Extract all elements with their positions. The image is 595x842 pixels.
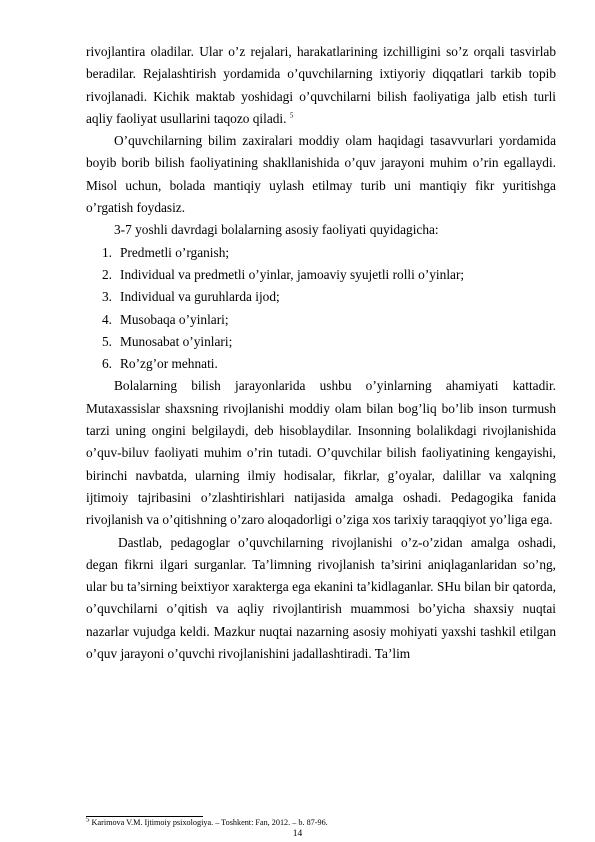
list-item-number: 1.: [102, 244, 113, 260]
list-item: [86, 286, 556, 308]
paragraph-1: [86, 41, 556, 130]
list-item-text: Musobaqa o’yinlari;: [120, 311, 229, 327]
paragraph-1-text: rivojlantira oladilar. Ular o’z rejalari, harakatlarining izchilligini so’z orqali tasvirlab beradilar. Rejalashtirish yordamida o’quvchilarning ixtiyoriy diqqatlari tarkib topib rivojlanadi. Kichik maktab yoshidagi o’quvchilarni bilish faoliyatiga jalb etish turli aqliy faoliyat usullarini taqozo qiladi.: [86, 44, 556, 126]
footnote-reference: 5: [289, 111, 294, 120]
list-item-text: Individual va predmetli o’yinlar, jamoaviy syujetli rolli o’yinlar;: [120, 266, 465, 282]
list-item-text: Munosabat o’yinlari;: [120, 333, 233, 349]
list-item: [86, 309, 556, 331]
footnote-text: Karimova V.M. Ijtimoiy psixologiya. – Toshkent: Fan, 2012. – b. 87-96.: [89, 818, 328, 827]
page-number: 14: [292, 829, 303, 839]
list-item-number: 2.: [102, 266, 113, 282]
list-item-number: 3.: [102, 289, 113, 305]
paragraph-3: Bolalarning bilish jarayonlarida ushbu o’yinlarning ahamiyati kattadir. Mutaxassislar shaxsning rivojlanishi moddiy olam bilan bog’liq bo’lib inson turmush tarzi uning ongini belgilaydi, deb hisoblaydilar. Insonning bolalikdagi rivojlanishida o’quv-biluv faoliyati muhim o’rin tutadi. O’quvchilar bilish faoliyatining kengayishi, birinchi navbatda, ularning ilmiy hodisalar, fikrlar, g’oyalar, dalillar va xalqning ijtimoiy tajribasini o’zlashtirishlari natijasida amalga oshadi. Pedagogika fanida rivojlanish va o’qitishning o’zaro aloqadorligi o’ziga xos tarixiy taraqqiyot yo’liga ega.: [86, 378, 556, 528]
list-item-text: Individual va guruhlarda ijod;: [120, 289, 280, 305]
list-item-number: 4.: [102, 311, 113, 327]
activity-list: [86, 242, 556, 376]
paragraph-4: Dastlab, pedagoglar o’quvchilarning rivojlanishi o’z-o’zidan amalga oshadi, degan fikrni ilgari surganlar. Ta’limning rivojlanish ta’sirini aniqlaganlaridan so’ng, ular bu ta’sirning beixtiyor xarakterga ega ekanini ta’kidlaganlar. SHu bilan bir qatorda, o’quvchilarni o’qitish va aqliy rivojlantirish muammosi bo’yicha shaxsiy nuqtai nazarlar vujudga keldi. Mazkur nuqtai nazarning asosiy mohiyati yaxshi tashkil etilgan o’quv jarayoni o’quvchi rivojlanishini jadallashtiradi. Ta’lim: [86, 534, 556, 662]
footnote: [86, 815, 328, 828]
list-item: [86, 264, 556, 286]
footnote-number: 5: [86, 815, 90, 824]
list-item: [86, 353, 556, 375]
list-item-text: Predmetli o’rganish;: [120, 244, 230, 260]
paragraph-2: O’quvchilarning bilim zaxiralari moddiy olam haqidagi tasavvurlari yordamida boyib borib bilish faoliyatining shakllanishida o’quv jarayoni muhim o’rin egallaydi. Misol uchun, bolada mantiqiy uylash etilmay turib uni mantiqiy fikr yuritishga o’rgatish foydasiz.: [86, 133, 556, 216]
list-item-number: 6.: [102, 356, 113, 372]
footnote-divider: [86, 816, 203, 817]
list-item-number: 5.: [102, 333, 113, 349]
list-item: [86, 242, 556, 264]
list-item: [86, 331, 556, 353]
body-text: [86, 41, 556, 665]
list-item-text: Ro’zg’or mehnati.: [120, 356, 218, 372]
list-intro: 3-7 yoshli davrdagi bolalarning asosiy faoliyati quyidagicha:: [114, 222, 439, 238]
